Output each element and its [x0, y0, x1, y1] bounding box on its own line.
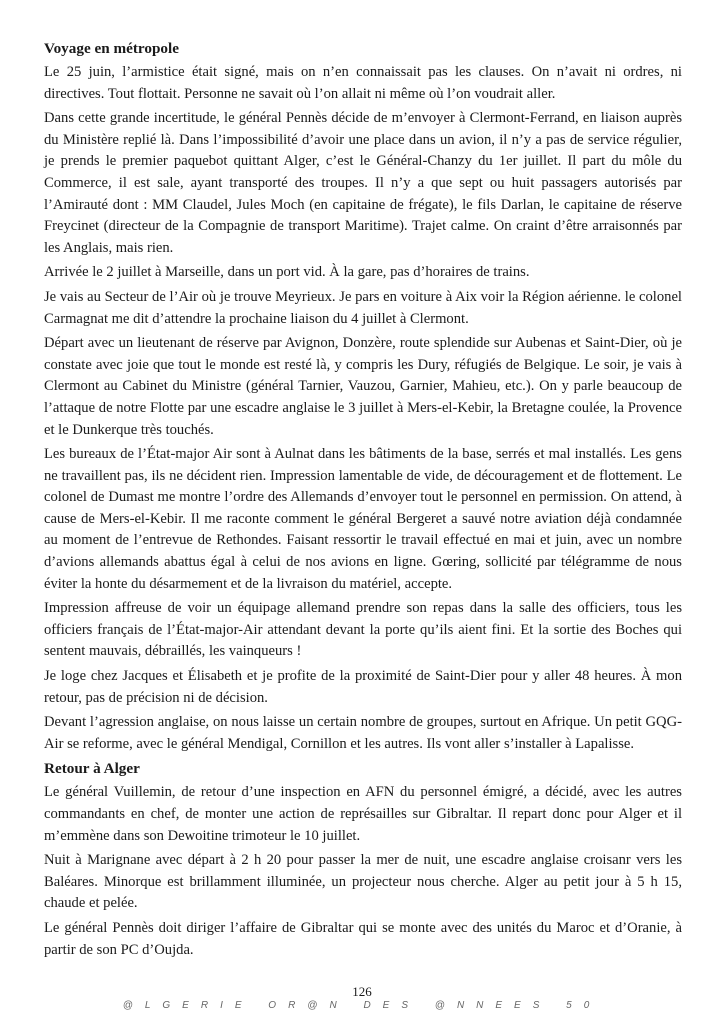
- paragraph: Devant l’agression anglaise, on nous laisse un certain nombre de groupes, surtout en Afrique. Un petit GQG-Air se reforme, avec le général Mendigal, Cornillon et les autres. Ils vont aller s’installer à Lapalisse.: [44, 714, 682, 752]
- paragraph: Départ avec un lieutenant de réserve par Avignon, Donzère, route splendide sur Aubenas et Saint-Dier, où je constate avec joie que tout le monde est resté là, y compris les Dury, réfugiés de Belgique. Le soir, je vais à Clermont au Cabinet du Ministre (général Tarnier, Vauzou, Garnier, Mahieu, etc.). On y parle beaucoup de l’attaque de notre Flotte par une escadre anglaise le 3 juillet à Mers-el-Kebir, la Bretagne coulée, la Provence et le Dunkerque très touchés.: [44, 335, 682, 438]
- paragraph: Dans cette grande incertitude, le général Pennès décide de m’envoyer à Clermont-Ferrand, en liaison auprès du Ministère replié là. Dans l’impossibilité d’avoir une place dans un avion, il n’y a pas de service régulier, je prends le premier paquebot quittant Alger, c’est le Général-Chanzy du 1er juillet. Il part du môle du Commerce, il est sale, ayant transporté des troupes. Il n’y a que sept ou huit passagers autorisés par l’Amirauté dont : MM Claudel, Jules Moch (en capitaine de frégate), le fils Darlan, le capitaine de réserve Freycinet (directeur de la Compagnie de transport Maritime). Trajet calme. On craint d’être arraisonnés par les Anglais, mais rien.: [44, 110, 682, 256]
- section-heading-voyage: Voyage en métropole: [44, 40, 179, 57]
- paragraph: Arrivée le 2 juillet à Marseille, dans un port vid. À la gare, pas d’horaires de trains.: [44, 264, 530, 281]
- paragraph: Impression affreuse de voir un équipage allemand prendre son repas dans la salle des officiers, tous les officiers français de l’État-major-Air attendant devant la porte qu’ils aient fini. Et la sortie des Boches qui sentent mauvais, débraillés, les vainqueurs !: [44, 600, 682, 660]
- paragraph: Je vais au Secteur de l’Air où je trouve Meyrieux. Je pars en voiture à Aix voir la Région aérienne. le colonel Carmagnat me dit d’attendre la prochaine liaison du 4 juillet à Clermont.: [44, 288, 682, 327]
- paragraph: Le 25 juin, l’armistice était signé, mais on n’en connaissait pas les clauses. On n’avait ni ordres, ni directives. Tout flottait. Personne ne savait où l’on allait ni même où l’on voudrait aller.: [44, 64, 682, 102]
- document-page: [44, 38, 682, 964]
- paragraph: Je loge chez Jacques et Élisabeth et je profite de la proximité de Saint-Dier pour y aller 48 heures. À mon retour, pas de précision ni de décision.: [44, 668, 682, 706]
- paragraph: Le général Pennès doit diriger l’affaire de Gibraltar qui se monte avec des unités du Maroc et d’Oranie, à partir de son PC d’Oujda.: [44, 919, 682, 958]
- paragraph: Les bureaux de l’État-major Air sont à Aulnat dans les bâtiments de la base, serrés et mal installés. Les gens ne travaillent pas, ils ne décident rien. Impression lamentable de vide, de découragement et de flottement. Le colonel de Dumast me montre l’ordre des Allemands d’envoyer tout le personnel en permission. On attend, à cause de Mers-el-Kebir. Il me raconte comment le général Bergeret a sauvé notre aviation déjà condamnée au moment de l’entrevue de Rethondes. Faisant ressortir le travail effectué en mai et juin, avec un nombre d’avions allemands abattus égal à celui de nos avions en ligne. Gœring, sollicité par télégramme de nous éviter la honte du désarmement et de la livraison du matériel, accepte.: [44, 446, 682, 592]
- paragraph: Nuit à Marignane avec départ à 2 h 20 pour passer la mer de nuit, une escadre anglaise croisanr vers les Baléares. Minorque est brillamment illuminée, un projecteur nous cherche. Alger au petit jour à 5 h 15, chaude et pelée.: [44, 852, 682, 912]
- paragraph: Le général Vuillemin, de retour d’une inspection en AFN du personnel émigré, a décidé, avec les autres commandants en chef, de monter une action de représailles sur Gibraltar. Il repart donc pour Alger et il m’emmène dans son Dewoitine trimoteur le 10 juillet.: [44, 784, 682, 844]
- footer-watermark: @LGERIE OR@N DES @NNEES 50: [122, 1000, 602, 1011]
- page-number: 126: [352, 984, 372, 999]
- section-heading-retour: Retour à Alger: [44, 760, 140, 778]
